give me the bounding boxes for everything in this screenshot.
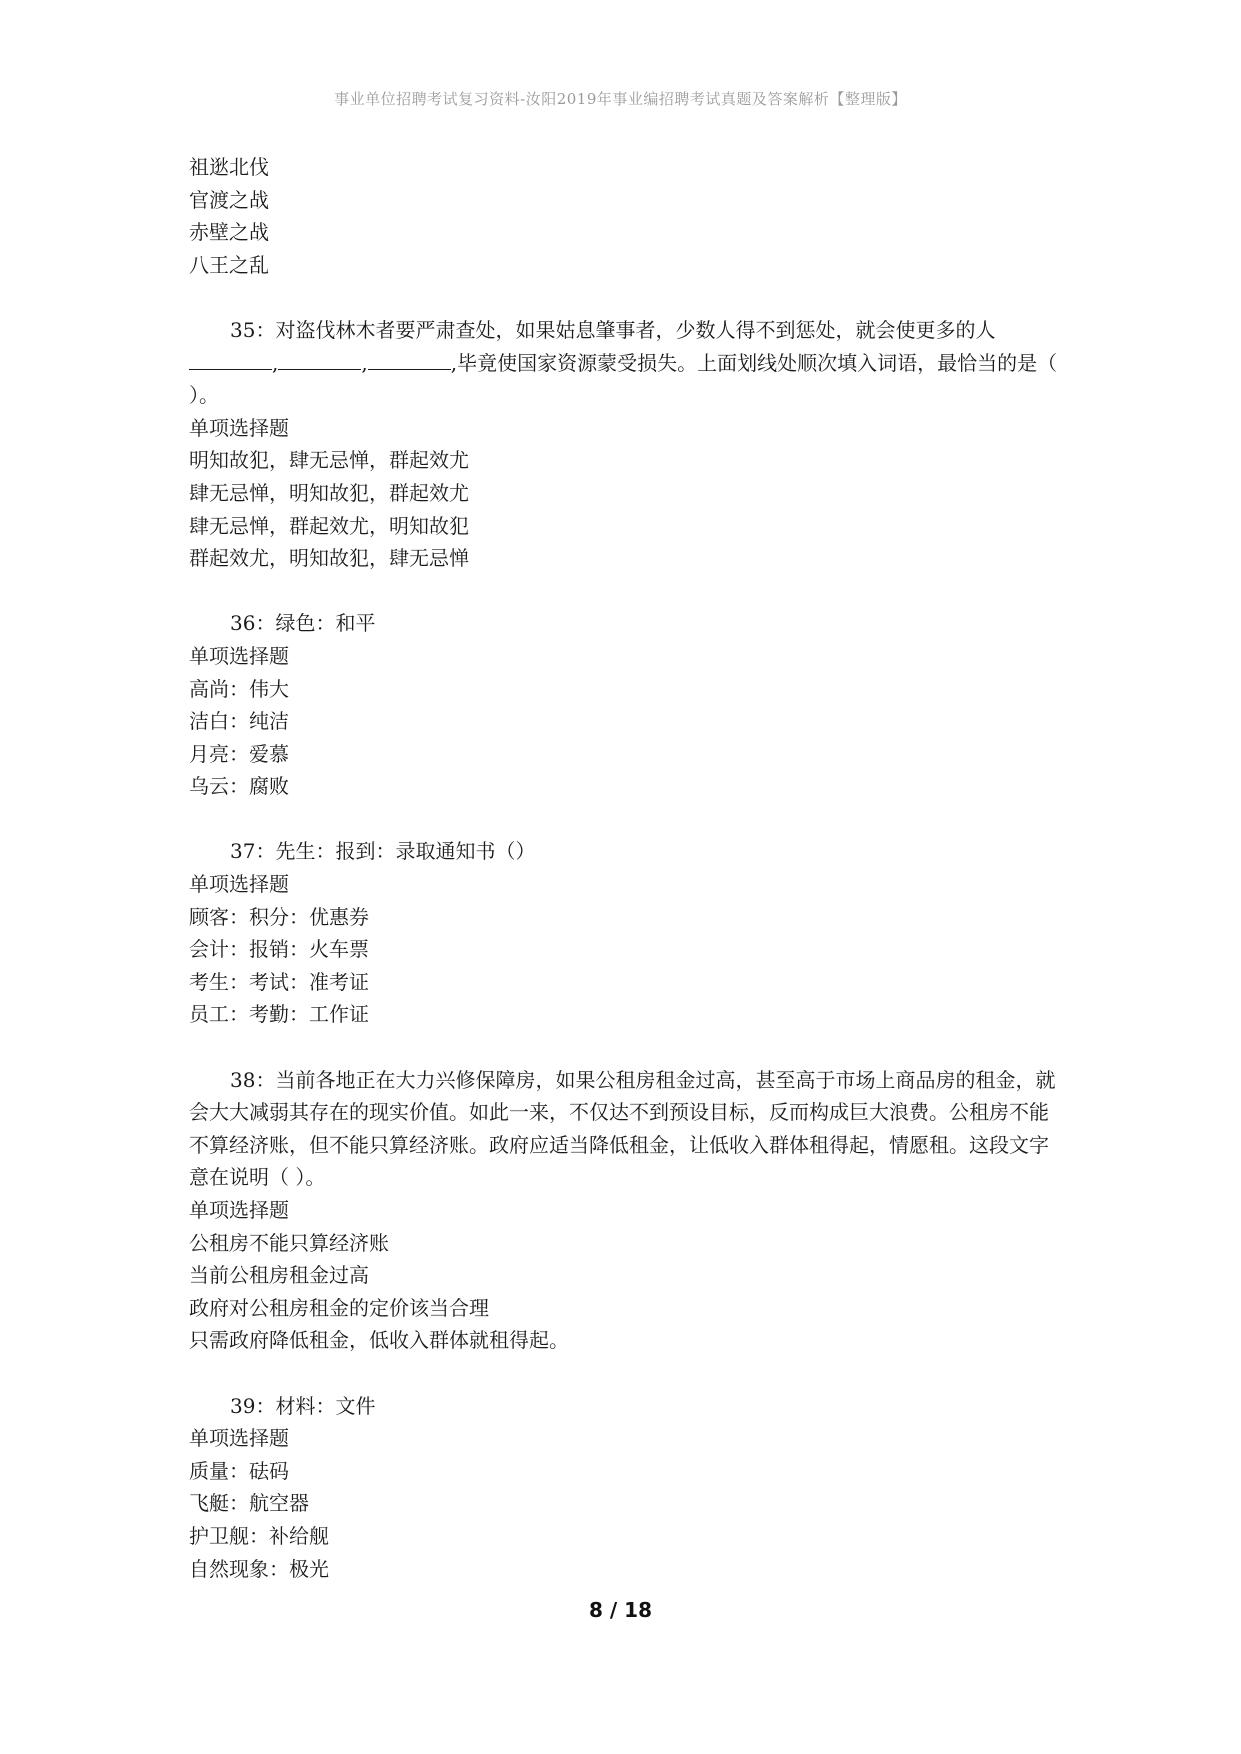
question-38 — [189, 1064, 1059, 1357]
blank-separator: , — [361, 350, 368, 375]
question-stem — [189, 314, 1059, 412]
option: 官渡之战 — [189, 187, 269, 212]
option: 明知故犯，肆无忌惮，群起效尤 — [189, 448, 469, 473]
option: 只需政府降低租金，低收入群体就租得起。 — [189, 1328, 569, 1353]
option: 祖逖北伐 — [189, 155, 269, 179]
question-stem: 38：当前各地正在大力兴修保障房，如果公租房租金过高，甚至高于市场上商品房的租金，就会大大减弱其存在的现实价值。如此一来，不仅达不到预设目标，反而构成巨大浪费。公租房不能不算经济账，但不能只算经济账。政府应适当降低租金，让低收入群体租得起，情愿租。这段文字意在说明（ ）。 — [189, 1067, 1056, 1190]
question-type: 单项选择题 — [189, 643, 289, 668]
question-type: 单项选择题 — [189, 872, 289, 897]
question-35 — [189, 314, 1059, 575]
question-type: 单项选择题 — [189, 415, 289, 440]
question-type: 单项选择题 — [189, 1198, 289, 1222]
option: 政府对公租房租金的定价该当合理 — [189, 1295, 489, 1320]
option: 八王之乱 — [189, 252, 269, 277]
blank-separator: , — [272, 350, 279, 375]
stem-text: ,毕竟使国家资源蒙受损失。上面划线处顺次填入词语，最恰当的是（ ）。 — [189, 350, 1058, 408]
option: 飞艇：航空器 — [189, 1491, 309, 1516]
option: 当前公租房租金过高 — [189, 1263, 369, 1288]
option: 群起效尤，明知故犯，肆无忌惮 — [189, 546, 469, 571]
previous-question-options — [189, 151, 1059, 281]
page-number: 8 / 18 — [589, 1598, 652, 1622]
question-37 — [189, 835, 1059, 1031]
question-36 — [189, 607, 1059, 803]
option: 自然现象：极光 — [189, 1556, 329, 1581]
option: 月亮：爱慕 — [189, 741, 289, 766]
option: 员工：考勤：工作证 — [189, 1002, 369, 1027]
fill-blank — [278, 351, 361, 370]
option: 洁白：纯洁 — [189, 709, 289, 734]
fill-blank — [189, 351, 272, 370]
option: 考生：考试：准考证 — [189, 969, 369, 994]
document-body — [189, 151, 1059, 1585]
option: 肆无忌惮，明知故犯，群起效尤 — [189, 480, 469, 505]
page-header: 事业单位招聘考试复习资料-汝阳2019年事业编招聘考试真题及答案解析【整理版】 — [334, 90, 907, 108]
question-stem: 39：材料：文件 — [230, 1393, 376, 1418]
option: 乌云：腐败 — [189, 774, 289, 799]
question-type: 单项选择题 — [189, 1426, 289, 1451]
option: 公租房不能只算经济账 — [189, 1230, 389, 1255]
option: 会计：报销：火车票 — [189, 937, 369, 962]
option: 赤壁之战 — [189, 220, 269, 245]
question-stem: 37：先生：报到：录取通知书（） — [230, 839, 536, 864]
option: 顾客：积分：优惠券 — [189, 904, 369, 929]
question-stem: 36：绿色：和平 — [230, 611, 376, 636]
option: 质量：砝码 — [189, 1458, 289, 1483]
option: 高尚：伟大 — [189, 676, 289, 701]
fill-blank — [368, 351, 451, 370]
question-39 — [189, 1390, 1059, 1586]
option: 肆无忌惮，群起效尤，明知故犯 — [189, 513, 469, 538]
stem-text: 35：对盗伐林木者要严肃查处，如果姑息肇事者，少数人得不到惩处，就会使更多的人 — [230, 317, 996, 342]
option: 护卫舰：补给舰 — [189, 1523, 329, 1548]
